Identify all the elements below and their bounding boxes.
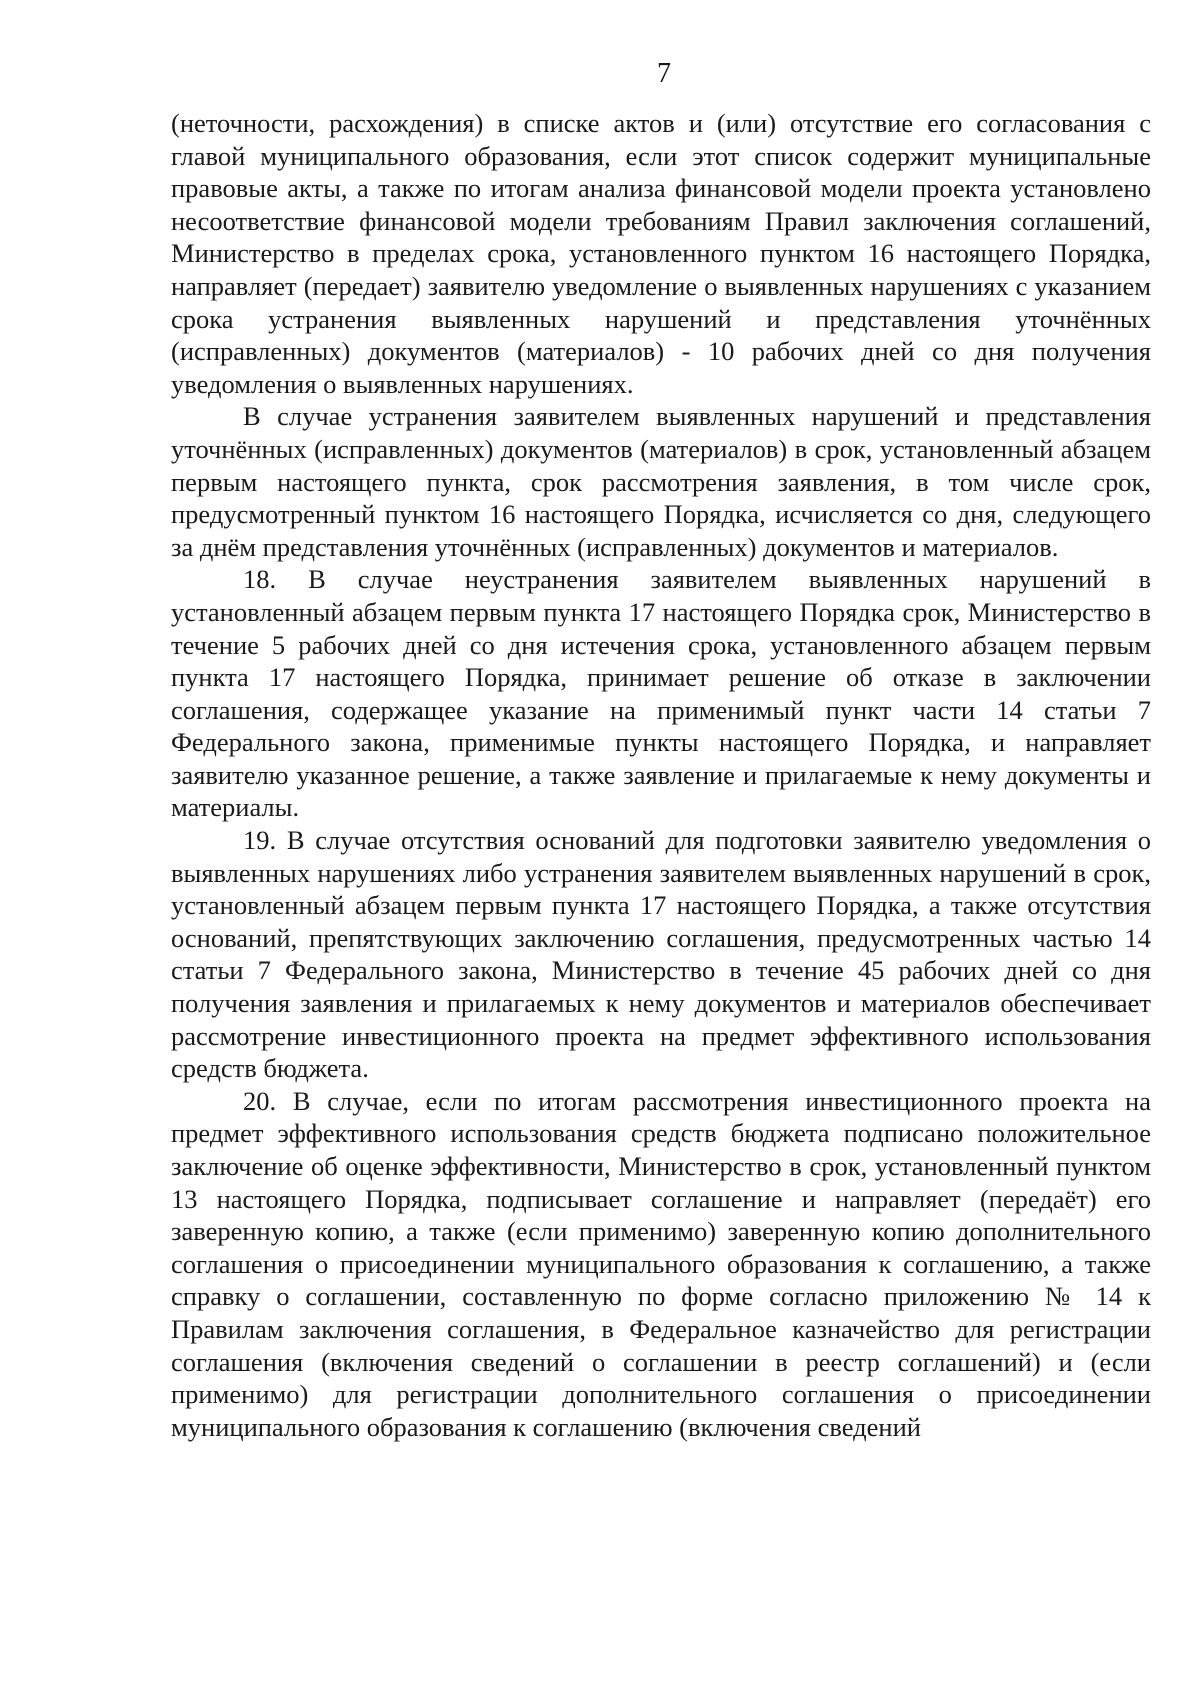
- paragraph-1: (неточности, расхождения) в списке актов и (или) отсутствие его согласования с главой муниципального образования, если этот список содержит муниципальные правовые акты, а также по итогам анализа финансовой модели проекта установлено несоответствие финансовой модели требованиям Правил заключения соглашений, Министерство в пределах срока, установленного пунктом 16 настоящего Порядка, направляет (передает) заявителю уведомление о выявленных нарушениях с указанием срока устранения выявленных нарушений и представления уточнённых (исправленных) документов (материалов) - 10 рабочих дней со дня получения уведомления о выявленных нарушениях.: [171, 108, 1151, 399]
- paragraph-20: 20. В случае, если по итогам рассмотрения инвестиционного проекта на предмет эффективного использования средств бюджета подписано положительное заключение об оценке эффективности, Министерство в срок, установленный пунктом 13 настоящего Порядка, подписывает соглашение и направляет (передаёт) его заверенную копию, а также (если применимо) заверенную копию дополнительного соглашения о присоединении муниципального образования к соглашению, а также справку о соглашении, составленную по форме согласно приложению № 14 к Правилам заключения соглашения, в Федеральное казначейство для регистрации соглашения (включения сведений о соглашении в реестр соглашений) и (если применимо) для регистрации дополнительного соглашения о присоединении муниципального образования к соглашению (включения сведений: [171, 1085, 1151, 1442]
- paragraph-2: В случае устранения заявителем выявленных нарушений и представления уточнённых (исправленных) документов (материалов) в срок, установленный абзацем первым настоящего пункта, срок рассмотрения заявления, в том числе срок, предусмотренный пунктом 16 настоящего Порядка, исчисляется со дня, следующего за днём представления уточнённых (исправленных) документов и материалов.: [171, 401, 1151, 562]
- page-number: 7: [657, 58, 671, 89]
- paragraph-19: 19. В случае отсутствия оснований для подготовки заявителю уведомления о выявленных нарушениях либо устранения заявителем выявленных нарушений в срок, установленный абзацем первым пункта 17 настоящего Порядка, а также отсутствия оснований, препятствующих заключению соглашения, предусмотренных частью 14 статьи 7 Федерального закона, Министерство в течение 45 рабочих дней со дня получения заявления и прилагаемых к нему документов и материалов обеспечивает рассмотрение инвестиционного проекта на предмет эффективного использования средств бюджета.: [171, 825, 1151, 1084]
- paragraph-18: 18. В случае неустранения заявителем выявленных нарушений в установленный абзацем первым пункта 17 настоящего Порядка срок, Министерство в течение 5 рабочих дней со дня истечения срока, установленного абзацем первым пункта 17 настоящего Порядка, принимает решение об отказе в заключении соглашения, содержащее указание на применимый пункт части 14 статьи 7 Федерального закона, применимые пункты настоящего Порядка, и направляет заявителю указанное решение, а также заявление и прилагаемые к нему документы и материалы.: [171, 564, 1151, 823]
- document-body: [171, 107, 1151, 1443]
